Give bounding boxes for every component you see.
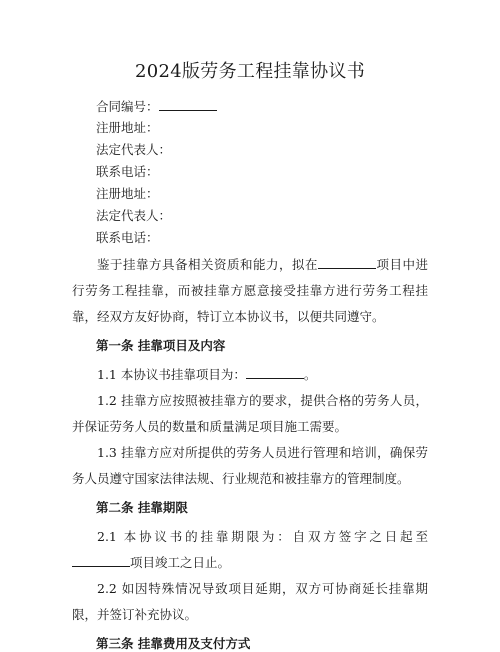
clause-2-2: 2.2 如因特殊情况导致项目延期，双方可协商延长挂靠期限，并签订补充协议。	[72, 581, 428, 622]
field-label: 合同编号：	[96, 99, 159, 114]
clause-text-end: 。	[303, 367, 317, 382]
clause-text: 2.1 本协议书的挂靠期限为：自双方签字之日起至	[97, 529, 428, 544]
field-label: 法定代表人：	[96, 208, 172, 223]
legal-representative-field	[96, 142, 428, 158]
project-name-blank	[318, 254, 376, 269]
clause-text: 1.1 本协议书挂靠项目为：	[97, 367, 246, 382]
field-label: 注册地址：	[96, 120, 159, 135]
contract-number-blank	[159, 98, 217, 111]
clause-2-1	[72, 524, 428, 576]
field-label: 联系电话：	[96, 230, 159, 245]
project-blank	[246, 364, 304, 379]
date-blank	[72, 552, 130, 567]
contract-number-field	[96, 98, 428, 114]
section-heading: 第二条 挂靠期限	[96, 500, 188, 515]
intro-text-after: 项目中进行劳务工程挂靠，而被挂靠方愿意接受挂靠方进行劳务工程挂靠，经双方友好协商，特订立本协议书，以便共同遵守。	[72, 257, 428, 324]
contact-phone-field-2	[96, 230, 428, 246]
intro-paragraph	[72, 252, 428, 330]
contact-phone-field	[96, 164, 428, 180]
clause-1-2: 1.2 挂靠方应按照被挂靠方的要求，提供合格的劳务人员，并保证劳务人员的数量和质量满足项目施工需要。	[72, 393, 428, 434]
document-title: 2024版劳务工程挂靠协议书	[134, 61, 365, 82]
intro-text-before: 鉴于挂靠方具备相关资质和能力，拟在	[97, 257, 318, 272]
clause-text-end: 项目竣工之日止。	[130, 555, 231, 570]
field-label: 注册地址：	[96, 186, 159, 201]
clause-1-1	[72, 362, 428, 388]
legal-representative-field-2	[96, 208, 428, 224]
section-heading: 第三条 挂靠费用及支付方式	[96, 636, 251, 651]
registered-address-field-2	[96, 186, 428, 202]
field-label: 法定代表人：	[96, 142, 172, 157]
clause-1-3: 1.3 挂靠方应对所提供的劳务人员进行管理和培训，确保劳务人员遵守国家法律法规、行业规范和被挂靠方的管理制度。	[72, 445, 428, 486]
registered-address-field	[96, 120, 428, 136]
section-heading: 第一条 挂靠项目及内容	[96, 338, 226, 353]
field-label: 联系电话：	[96, 164, 159, 179]
